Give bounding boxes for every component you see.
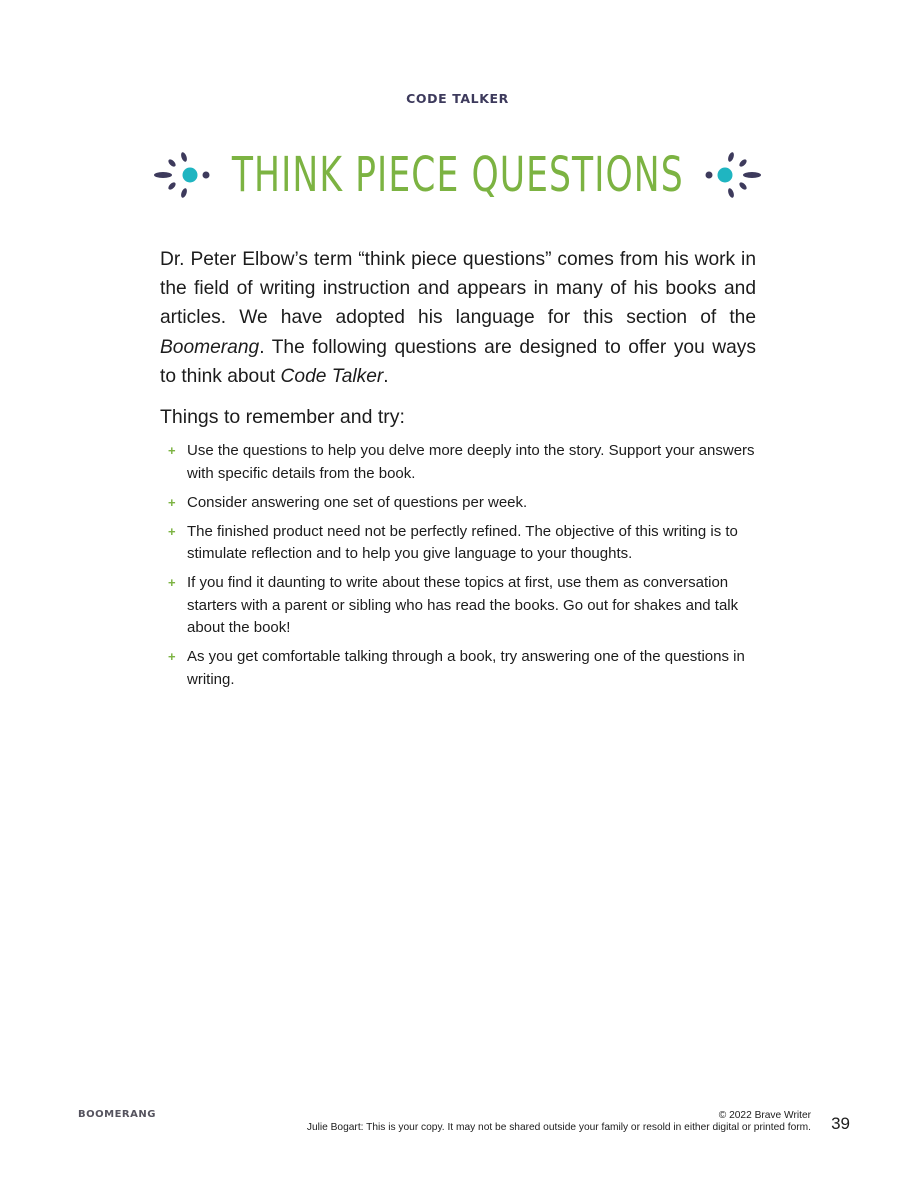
intro-text-3: .	[383, 365, 389, 387]
list-item	[168, 521, 768, 566]
plus-icon: +	[168, 443, 176, 458]
running-head: CODE TALKER	[406, 91, 509, 106]
list-item-text: Use the questions to help you delve more deeply into the story. Support your answers with specific details from the book.	[187, 442, 755, 482]
intro-paragraph	[160, 245, 756, 391]
plus-icon: +	[168, 523, 176, 539]
footer-logo: BOOMERANG	[78, 1109, 156, 1120]
right-burst-icon	[701, 147, 765, 203]
title-row	[0, 140, 915, 210]
license-text: Julie Bogart: This is your copy. It may not be shared outside your family or resold in either digital or printed form.	[306, 1122, 811, 1133]
list-item	[168, 572, 768, 640]
footer-copyright-block	[307, 1110, 811, 1134]
intro-text-2: . The following questions are designed to offer you ways to think about	[160, 336, 756, 387]
tips-heading: Things to remember and try:	[160, 406, 405, 428]
tips-list	[168, 440, 768, 698]
list-item-text: The finished product need not be perfectly refined. The objective of this writing is to stimulate reflection and to help you give language to your thoughts.	[187, 522, 738, 562]
list-item	[168, 492, 768, 515]
plus-icon: +	[168, 575, 176, 590]
intro-text-1: Dr. Peter Elbow’s term “think piece questions” comes from his work in the field of writing instruction and appears in many of his books and articles. We have adopted his language for this section of the	[160, 249, 756, 329]
copyright-text: © 2022 Brave Writer	[718, 1110, 811, 1121]
list-item	[168, 646, 768, 691]
page-number: 39	[831, 1114, 850, 1133]
book-series-name: Boomerang	[160, 336, 260, 358]
plus-icon: +	[168, 649, 176, 664]
plus-icon: +	[168, 494, 176, 510]
list-item-text: As you get comfortable talking through a book, try answering one of the questions in writing.	[187, 648, 745, 688]
book-title: Code Talker	[280, 365, 384, 387]
list-item-text: Consider answering one set of questions per week.	[187, 493, 528, 511]
list-item-text: If you find it daunting to write about these topics at first, use them as conversation starters with a parent or sibling who has read the books. Go out for shakes and talk about the book!	[187, 574, 739, 636]
list-item	[168, 440, 768, 485]
left-burst-icon	[150, 147, 214, 203]
page-title: THINK PIECE QUESTIONS	[231, 147, 684, 203]
